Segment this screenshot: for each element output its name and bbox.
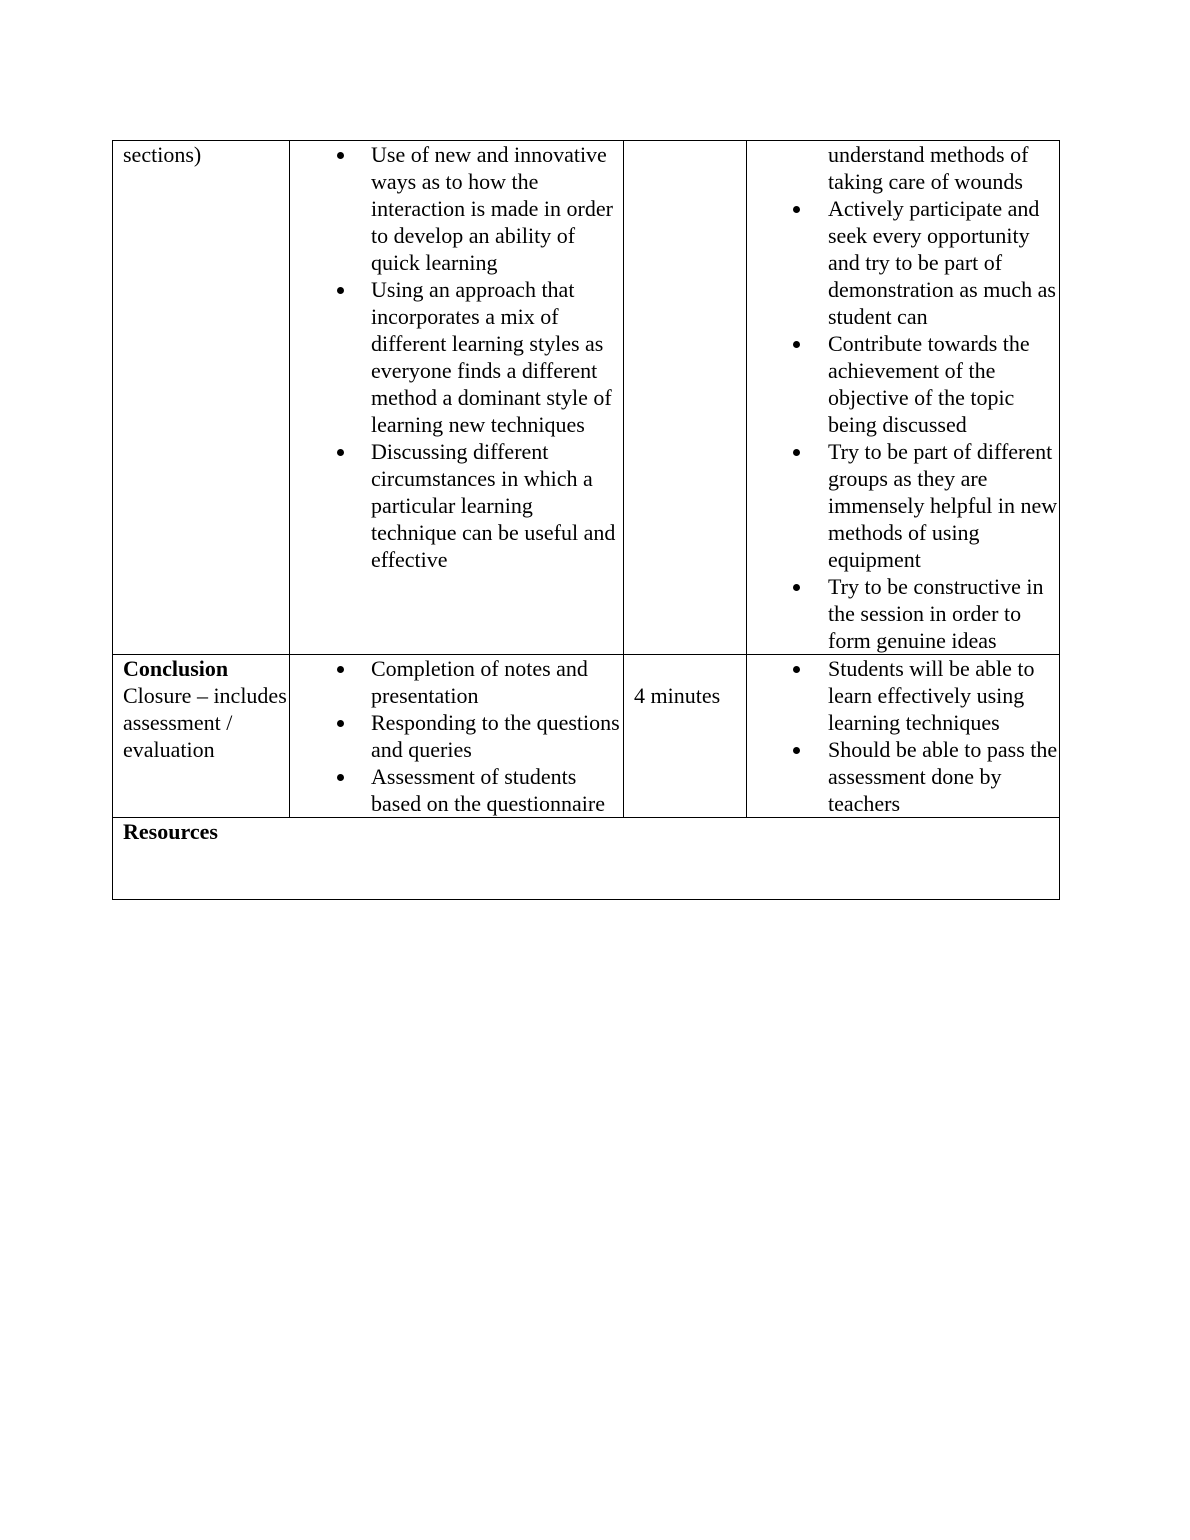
- list-item: Discussing different circumstances in which a particular learning technique can be useful and effective: [300, 438, 623, 573]
- section-label: sections): [123, 142, 202, 167]
- bullet-icon: [793, 584, 800, 591]
- time-cell: [624, 655, 747, 818]
- conclusion-description: Closure – includes assessment / evaluation: [123, 683, 287, 762]
- lesson-plan-table: [112, 140, 1060, 900]
- activities-list: [300, 655, 623, 817]
- activities-cell: [290, 655, 624, 818]
- activities-list: [300, 141, 623, 573]
- outcomes-list: [757, 195, 1059, 654]
- list-item: Use of new and innovative ways as to how the interaction is made in order to develop an ability of quick learning: [300, 141, 623, 276]
- bullet-icon: [793, 449, 800, 456]
- list-item: Students will be able to learn effectively using learning techniques: [757, 655, 1059, 736]
- bullet-icon: [337, 774, 344, 781]
- duration-text: 4 minutes: [634, 683, 721, 708]
- bullet-icon: [337, 287, 344, 294]
- list-item: Assessment of students based on the questionnaire: [300, 763, 623, 817]
- section-cell: [113, 141, 290, 655]
- resources-heading: Resources: [123, 819, 218, 844]
- outcomes-list: [757, 655, 1059, 817]
- list-item: Try to be constructive in the session in order to form genuine ideas: [757, 573, 1059, 654]
- time-cell: [624, 141, 747, 655]
- table-row: [113, 141, 1060, 655]
- activities-cell: [290, 141, 624, 655]
- list-item: Completion of notes and presentation: [300, 655, 623, 709]
- outcome-continued-text: understand methods of taking care of wounds: [828, 142, 1029, 194]
- list-item: Responding to the questions and queries: [300, 709, 623, 763]
- list-item: Should be able to pass the assessment done by teachers: [757, 736, 1059, 817]
- bullet-icon: [337, 666, 344, 673]
- table-row: [113, 818, 1060, 900]
- bullet-icon: [337, 720, 344, 727]
- outcomes-cell: [747, 655, 1060, 818]
- bullet-icon: [793, 747, 800, 754]
- bullet-icon: [793, 206, 800, 213]
- list-item: Using an approach that incorporates a mix of different learning styles as everyone finds a different method a dominant style of learning new techniques: [300, 276, 623, 438]
- conclusion-heading: Conclusion: [123, 656, 229, 681]
- bullet-icon: [337, 449, 344, 456]
- list-item: Try to be part of different groups as they are immensely helpful in new methods of using equipment: [757, 438, 1059, 573]
- section-cell: [113, 655, 290, 818]
- bullet-icon: [793, 666, 800, 673]
- bullet-icon: [793, 341, 800, 348]
- list-item: Contribute towards the achievement of the objective of the topic being discussed: [757, 330, 1059, 438]
- bullet-icon: [337, 152, 344, 159]
- outcomes-cell: [747, 141, 1060, 655]
- resources-cell: [113, 818, 1060, 900]
- table-row: [113, 655, 1060, 818]
- list-item: Actively participate and seek every opportunity and try to be part of demonstration as much as student can: [757, 195, 1059, 330]
